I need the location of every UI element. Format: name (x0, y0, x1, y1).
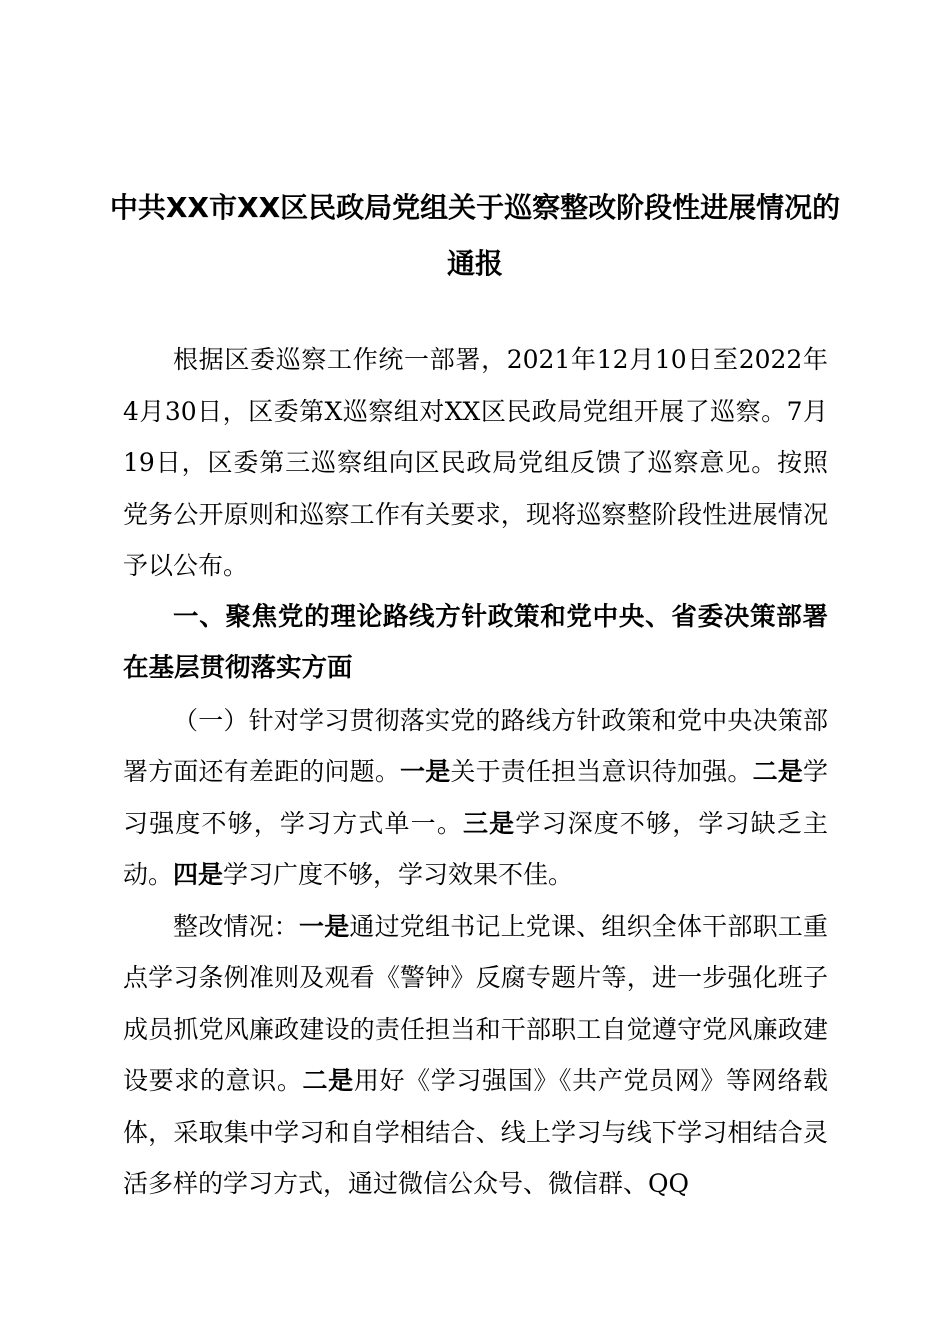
title-line-2: 通报 (446, 247, 503, 280)
issue-1-keyword-1: 一是 (400, 757, 451, 786)
rectify-1-keyword-2: 二是 (302, 1066, 354, 1095)
issue-1-keyword-4: 四是 (173, 860, 224, 889)
issue-1-paragraph (123, 695, 828, 901)
issue-1-keyword-3: 三是 (462, 808, 516, 838)
section-1-heading: 一、聚焦党的理论路线方针政策和党中央、省委决策部署在基层贯彻落实方面 (123, 601, 828, 683)
document-body (123, 334, 828, 1210)
issue-1-keyword-2: 二是 (752, 757, 803, 786)
rectify-1-text-1: 通过党组书记上党课、组织全体干部职工重点学习条例准则及观看《警钟》反腐专题片等，进一步强化班子成员抓党风廉政建设的责任担当和干部职工自觉遵守党风廉政建设要求的意识。 (123, 911, 828, 1095)
issue-1-text-1: 关于责任担当意识待加强。 (450, 757, 753, 786)
issue-1-lead: （一）针对学习贯彻落实党的路线方针政策和党中央决策部署方面还有差距的问题。 (123, 705, 828, 786)
document-title (100, 180, 850, 292)
rectify-1-text-2: 用好《学习强国》《共产党员网》等网络载体，采取集中学习和自学相结合、线上学习与线下学习相结合灵活多样的学习方式，通过微信公众号、微信群、QQ (123, 1066, 828, 1198)
rectify-1-paragraph (123, 901, 828, 1210)
intro-paragraph: 根据区委巡察工作统一部署，2021年12月10日至2022年4月30日，区委第X巡察组对XX区民政局党组开展了巡察。7月19日，区委第三巡察组向区民政局党组反馈了巡察意见。按照党务公开原则和巡察工作有关要求，现将巡察整阶段性进展情况予以公布。 (123, 345, 828, 580)
issue-1-text-3: 学习深度不够，学习缺乏主动。 (123, 808, 828, 889)
issue-1-text-4: 学习广度不够，学习效果不佳。 (223, 860, 574, 889)
issue-1-text-2: 学习强度不够，学习方式单一。 (123, 757, 828, 838)
rectify-1-keyword-1: 一是 (299, 911, 350, 941)
title-line-1: 中共XX市XX区民政局党组关于巡察整改阶段性进展情况的 (109, 191, 841, 224)
rectify-1-lead: 整改情况： (173, 911, 299, 941)
